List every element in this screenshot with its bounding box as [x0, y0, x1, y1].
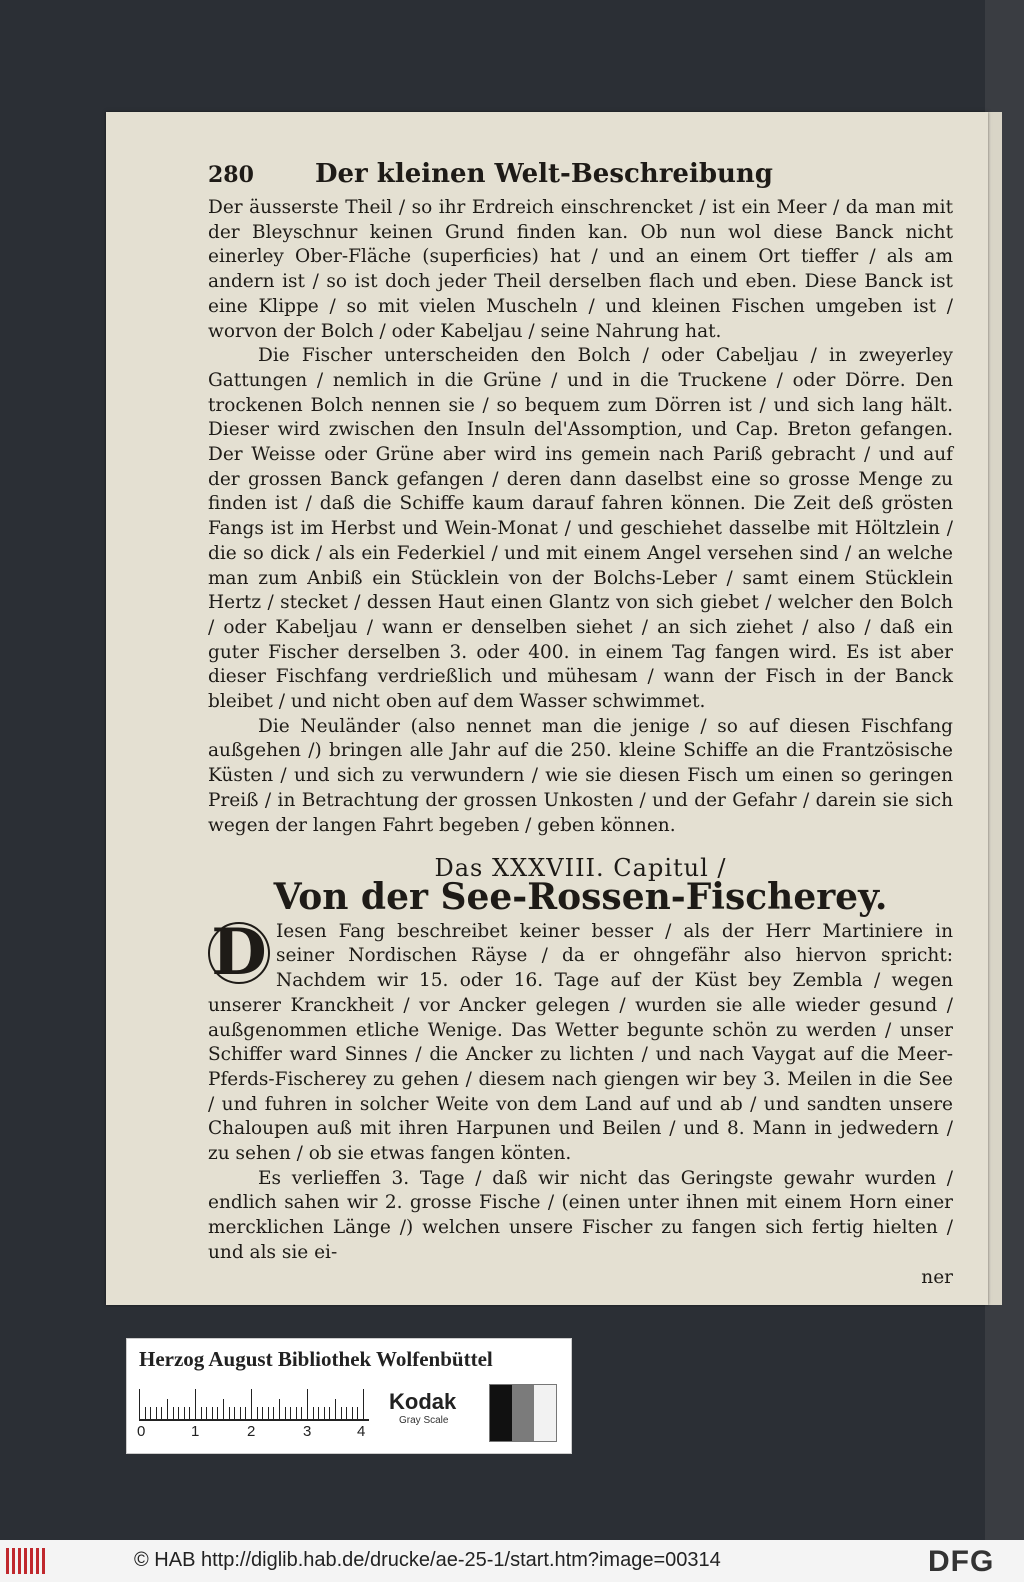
ruler-tick: [279, 1399, 280, 1419]
swatch-black: [490, 1385, 512, 1441]
ruler-tick: [313, 1407, 314, 1419]
ruler-tick: [201, 1407, 202, 1419]
ruler-tick: [251, 1389, 252, 1419]
ruler-label: 1: [191, 1423, 200, 1440]
page-text: [208, 159, 953, 1290]
dfg-logo: DFG: [928, 1545, 995, 1578]
ruler-tick: [257, 1407, 258, 1419]
ruler-tick: [296, 1407, 297, 1419]
ruler-tick: [189, 1407, 190, 1419]
ruler-tick: [318, 1407, 319, 1419]
ruler-tick: [178, 1407, 179, 1419]
ruler-label: 2: [247, 1423, 256, 1440]
measurement-ruler: [139, 1387, 369, 1421]
copyright-link[interactable]: © HAB http://diglib.hab.de/drucke/ae-25-1/start.htm?image=00314: [134, 1549, 721, 1571]
ruler-tick: [217, 1407, 218, 1419]
ruler-tick: [285, 1407, 286, 1419]
ruler-tick: [156, 1407, 157, 1419]
ruler-tick: [352, 1407, 353, 1419]
paragraph-4: [208, 914, 953, 1167]
ruler-tick: [346, 1407, 347, 1419]
ruler-tick: [150, 1407, 151, 1419]
kodak-brand: Kodak: [389, 1389, 457, 1414]
ruler-tick: [357, 1407, 358, 1419]
catchword: ner: [921, 1266, 953, 1288]
ruler-tick: [173, 1407, 174, 1419]
ruler-tick: [301, 1407, 302, 1419]
footer-bar: [0, 1540, 1024, 1582]
swatch-white: [534, 1385, 556, 1441]
ruler-tick: [167, 1399, 168, 1419]
chapter-title: Von der See-Rossen-Fischerey.: [273, 875, 888, 918]
ruler-tick: [195, 1389, 196, 1419]
ruler-tick: [240, 1407, 241, 1419]
ruler-label: 4: [357, 1423, 366, 1440]
paragraph-2: Die Fischer unterscheiden den Bolch / oder Cabeljau / in zweyerley Gattungen / nemlich in die Grüne / und in die Truckene / oder Dörre. Den trockenen Bolch nennen sie / so bequem zum Dörren ist / und sich lang hält. Dieser wird zwischen den Insuln del'Assomption, und Cap. Breton gefangen. Der Weisse oder Grüne aber wird ins gemein nach Pariß gebracht / und auf der grossen Banck gefangen / deren dann daselbst eine so grosse Menge zu finden ist / daß die Schiffe kaum darauf fahren können. Die Zeit deß grösten Fangs ist im Herbst und Wein-Monat / und geschiehet dasselbe mit Höltzlein / die so dick / als ein Federkiel / und mit einem Angel versehen sind / an welche man zum Anbiß ein Stücklein von der Bolchs-Leber / samt einem Stücklein Hertz / stecket / dessen Haut einen Glantz von sich giebet / welcher den Bolch / oder Kabeljau / wann er denselben siehet / an sich ziehet / also / daß ein guter Fischer derselben 3. oder 400. in einem Tag fangen wird. Es ist aber dieser Fischfang verdrießlich und mühesam / wann der Fisch in der Banck bleibet / und nicht oben auf dem Wasser schwimmet.: [208, 345, 953, 713]
ruler-tick: [212, 1407, 213, 1419]
gray-swatches: [489, 1384, 557, 1442]
chapter-label: Das XXXVIII. Capitul /: [434, 854, 727, 883]
paragraph-4-text: Iesen Fang beschreibet keiner besser / als der Herr Martiniere in seiner Nordischen Räyse / da er ohngefähr also hiervon spricht: Nachdem wir 15. oder 16. Tage auf der Küst bey Zembla / wegen unserer Kranckheit / vor Ancker gelegen / wurden sie alle wieder gesund / außgenommen etliche Wenige. Das Wetter begunte schön zu werden / unser Schiffer ward Sinnes / die Ancker zu lichten / und nach Vaygat auf die Meer-Pferds-Fischerey zu gehen / diesem nach giengen wir bey 3. Meilen in die See / und fuhren in solcher Weite von dem Land auf und ab / und sandten unsere Chaloupen auß mit ihren Harpunen und Beilen / und 8. Mann in jedwedern / zu sehen / ob sie etwas fangen könten.: [208, 920, 953, 1165]
ruler-tick: [273, 1407, 274, 1419]
hab-logo-icon: [6, 1548, 46, 1574]
running-title: Der kleinen Welt-Beschreibung: [314, 159, 773, 189]
ruler-label: 0: [137, 1423, 146, 1440]
paragraph-1: Der äusserste Theil / so ihr Erdreich einschrencket / ist ein Meer / da man mit der Bleyschnur keinen Grund finden kan. Ob nun wol diese Banck nicht einerley Ober-Fläche (superficies) hat / und an einem Ort tieffer / als am andern ist / so ist doch jeder Theil derselben flach und eben. Diese Banck ist eine Klippe / so mit vielen Muscheln / und kleinen Fischen umgeben ist / worvon der Bolch / oder Kabeljau / seine Nahrung hat.: [208, 197, 953, 342]
ruler-tick: [335, 1399, 336, 1419]
running-head: [208, 159, 953, 196]
ruler-tick: [262, 1407, 263, 1419]
decorated-initial: D: [208, 922, 270, 984]
ruler-tick: [341, 1407, 342, 1419]
next-page-edge: [988, 112, 1002, 1305]
ruler-tick: [307, 1389, 308, 1419]
ruler-tick: [290, 1407, 291, 1419]
color-calibration-card: [126, 1338, 572, 1454]
ruler-tick: [363, 1389, 364, 1419]
library-name: Herzog August Bibliothek Wolfenbüttel: [139, 1347, 493, 1371]
ruler-tick: [268, 1407, 269, 1419]
ruler-tick: [184, 1407, 185, 1419]
ruler-tick: [161, 1407, 162, 1419]
swatch-gray: [512, 1385, 534, 1441]
ruler-tick: [145, 1407, 146, 1419]
paragraph-5: Es verlieffen 3. Tage / daß wir nicht das Geringste gewahr wurden / endlich sahen wir 2. grosse Fische / (einen unter ihnen mit einem Horn einer mercklichen Länge /) welchen unsere Fischer zu fangen sich fertig hielten / und als sie ei-: [208, 1167, 953, 1263]
gray-scale-label: Gray Scale: [399, 1415, 449, 1426]
ruler-tick: [245, 1407, 246, 1419]
ruler-tick: [324, 1407, 325, 1419]
ruler-tick: [234, 1407, 235, 1419]
ruler-tick: [206, 1407, 207, 1419]
page-number: 280: [208, 162, 254, 188]
ruler-tick: [139, 1389, 140, 1419]
ruler-label: 3: [303, 1423, 312, 1440]
ruler-tick: [223, 1399, 224, 1419]
ruler-tick: [229, 1407, 230, 1419]
book-page: [106, 112, 988, 1305]
ruler-tick: [329, 1407, 330, 1419]
paragraph-3: Die Neuländer (also nennet man die jenige / so auf diesen Fischfang außgehen /) bringen alle Jahr auf die 250. kleine Schiffe an die Frantzösische Küsten / und sich zu verwundern / wie sie diesen Fisch um einen so geringen Preiß / in Betrachtung der grossen Unkosten / und der Gefahr / darein sie sich wegen der langen Fahrt begeben / geben können.: [208, 715, 953, 836]
